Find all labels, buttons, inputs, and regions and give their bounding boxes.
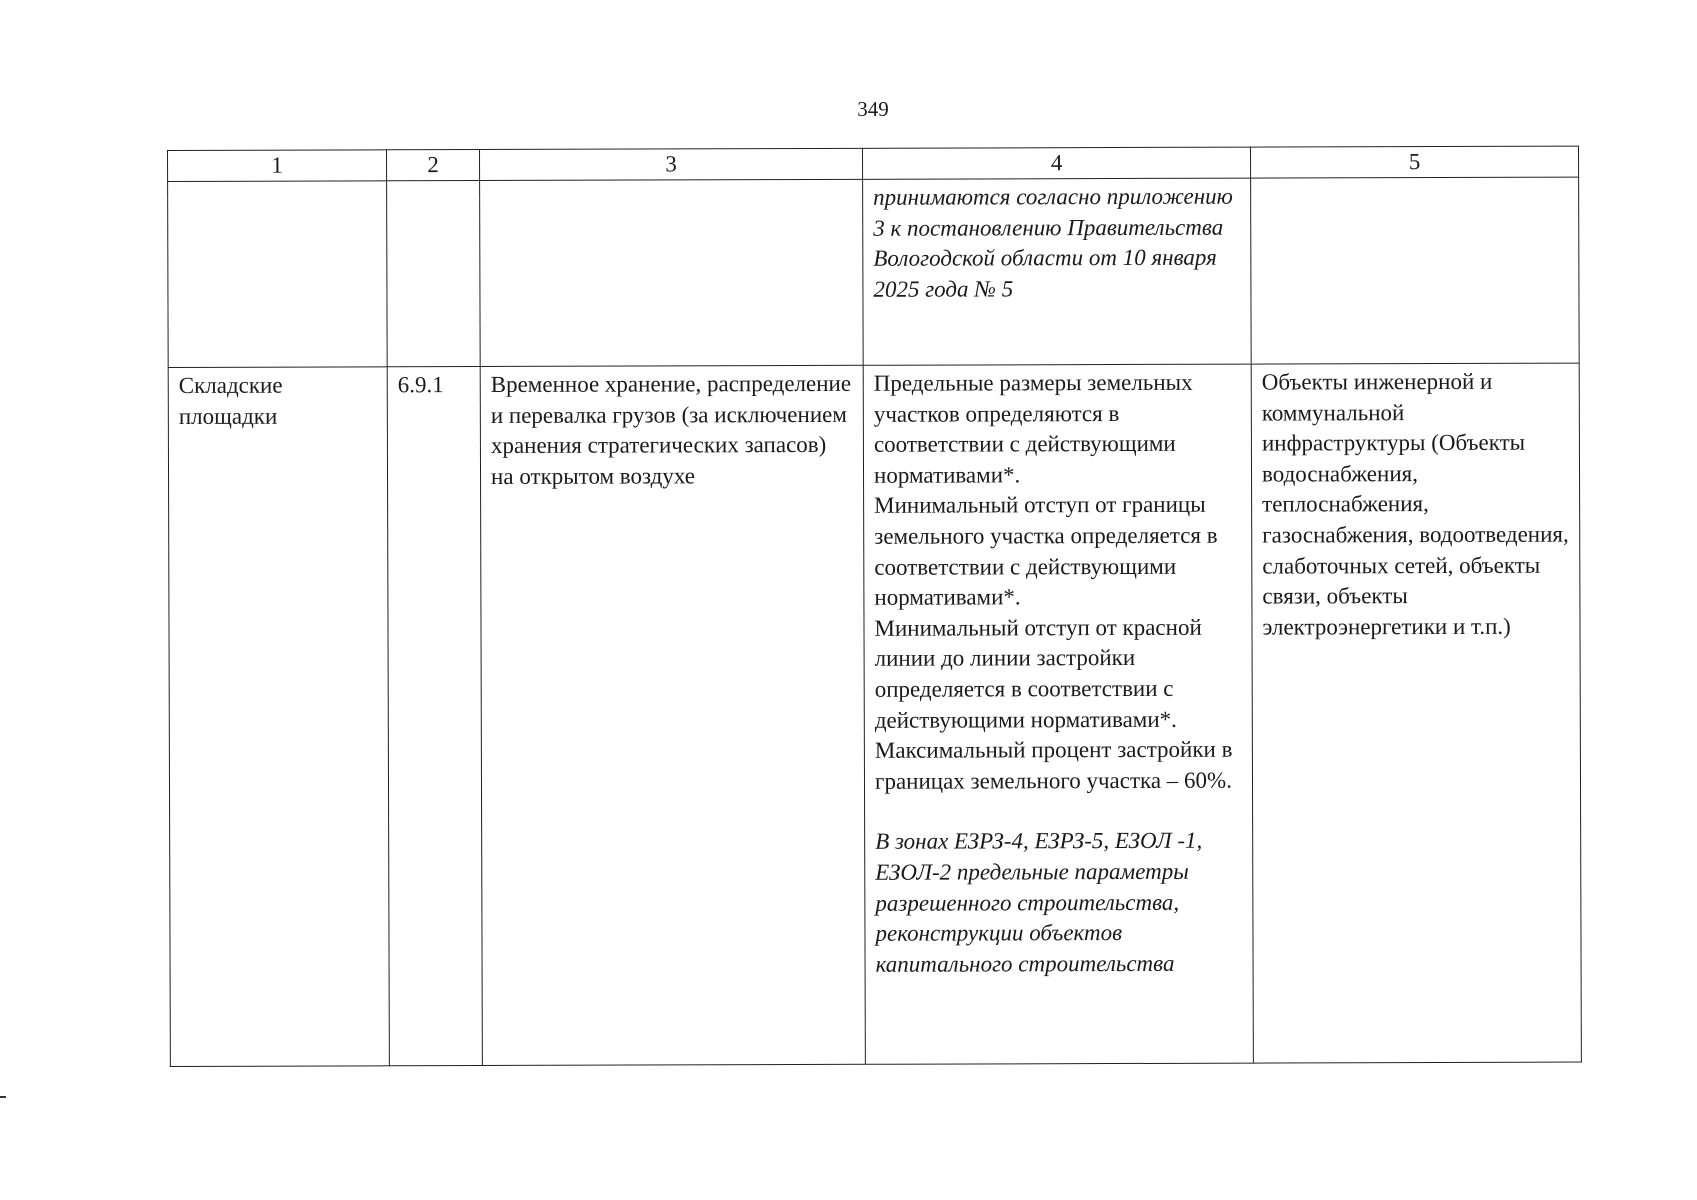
- table-row: [168, 177, 1580, 367]
- cell-continuation-text: принимаются согласно приложению 3 к постановлению Правительства Вологодской области от 10 января 2025 года № 5: [863, 178, 1252, 365]
- cell-parameters: [863, 364, 1253, 1064]
- table-header-row: [168, 146, 1579, 181]
- cell-use-description: Временное хранение, распределение и перевалка грузов (за исключением хранения стратегических запасов) на открытом воздухе: [480, 365, 865, 1065]
- paragraph-spacer: [875, 796, 1242, 827]
- cell-empty: [168, 181, 388, 368]
- regulations-table: [167, 146, 1582, 1067]
- cell-empty: [1251, 177, 1580, 364]
- column-header-3: 3: [480, 148, 863, 180]
- column-header-2: 2: [387, 150, 480, 181]
- column-header-1: 1: [168, 150, 387, 182]
- scan-mark: [0, 1096, 6, 1098]
- column-header-4: 4: [862, 147, 1250, 179]
- parameter-max-coverage: Максимальный процент застройки в границах земельного участка – 60%.: [874, 736, 1233, 794]
- cell-use-code: 6.9.1: [387, 367, 482, 1066]
- parameter-red-line-setback: Минимальный отступ от красной линии до линии застройки определяется в соответствии с действующими нормативами*.: [874, 614, 1202, 733]
- parameter-zone-note: В зонах ЕЗРЗ-4, ЕЗРЗ-5, ЕЗОЛ -1, ЕЗОЛ-2 предельные параметры разрешенного строительства, реконструкции объектов капитального строительства: [875, 828, 1203, 977]
- cell-empty: [480, 179, 864, 366]
- page-number: 349: [857, 97, 889, 121]
- cell-use-name: Складские площадки: [168, 367, 389, 1067]
- parameter-boundary-setback: Минимальный отступ от границы земельного участка определяется в соответствии с действующими нормативами*.: [874, 492, 1218, 610]
- parameter-plot-size: Предельные размеры земельных участков определяются в соответствии с действующими нормативами*.: [873, 369, 1193, 488]
- cell-empty: [387, 181, 481, 367]
- table-row: [168, 363, 1581, 1066]
- cell-auxiliary-uses: Объекты инженерной и коммунальной инфраструктуры (Объекты водоснабжения, теплоснабжения, газоснабжения, водоотведения, слаботочных сетей, объекты связи, объекты электроэнергетики и т.п.): [1251, 363, 1581, 1063]
- column-header-5: 5: [1250, 146, 1578, 178]
